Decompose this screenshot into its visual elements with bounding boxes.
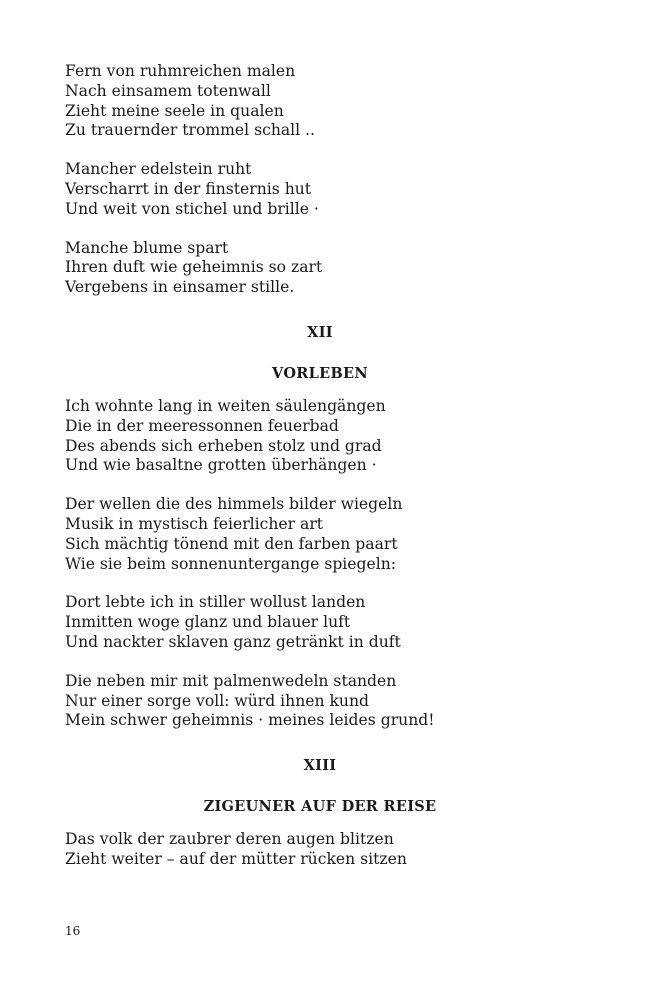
verse-line: Nur einer sorge voll: würd ihnen kund	[65, 691, 369, 710]
verse-line: Zieht weiter – auf der mütter rücken sitzen	[65, 849, 407, 868]
poem-numeral: XII	[307, 323, 333, 341]
stanza	[65, 397, 575, 476]
verse-line: Vergebens in einsamer stille.	[65, 278, 295, 297]
poem-title: ZIGEUNER AUF DER REISE	[203, 798, 437, 816]
verse-line: Die neben mir mit palmenwedeln standen	[65, 671, 397, 690]
poem-title: VORLEBEN	[272, 364, 368, 382]
verse-line: Mein schwer geheimnis · meines leides grund!	[65, 711, 435, 730]
verse-line: Und wie basaltne grotten überhängen ·	[65, 456, 377, 475]
verse-line: Ihren duft wie geheimnis so zart	[65, 258, 323, 277]
verse-line: Die in der meeressonnen feuerbad	[65, 416, 339, 435]
poem-numeral: XIII	[303, 757, 337, 775]
stanza	[65, 672, 575, 731]
verse-line: Sich mächtig tönend mit den farben paart	[65, 534, 398, 553]
poem-continuation	[65, 62, 575, 298]
verse-line: Und weit von stichel und brille ·	[65, 199, 319, 218]
verse-line: Der wellen die des himmels bilder wiegeln	[65, 495, 403, 514]
verse-line: Zieht meine seele in qualen	[65, 101, 284, 120]
verse-line: Des abends sich erheben stolz und grad	[65, 436, 382, 455]
verse-line: Manche blume spart	[65, 238, 229, 257]
verse-line: Das volk der zaubrer deren augen blitzen	[65, 830, 394, 849]
stanza	[65, 830, 575, 870]
verse-line: Dort lebte ich in stiller wollust landen	[65, 593, 366, 612]
verse-line: Inmitten woge glanz und blauer luft	[65, 613, 351, 632]
stanza	[65, 239, 575, 298]
verse-line: Zu trauernder trommel schall ..	[65, 121, 316, 140]
stanza	[65, 495, 575, 574]
page-content	[65, 62, 575, 870]
verse-line: Ich wohnte lang in weiten säulengängen	[65, 396, 386, 415]
verse-line: Wie sie beim sonnenuntergange spiegeln:	[65, 554, 397, 573]
verse-line: Musik in mystisch feierlicher art	[65, 514, 324, 533]
verse-line: Verscharrt in der finsternis hut	[65, 179, 312, 198]
verse-line: Nach einsamem totenwall	[65, 81, 271, 100]
poem-vorleben	[65, 323, 575, 731]
stanza	[65, 62, 575, 141]
poem-zigeuner	[65, 756, 575, 870]
stanza	[65, 160, 575, 219]
verse-line: Und nackter sklaven ganz getränkt in duft	[65, 632, 401, 651]
page-number: 16	[65, 924, 81, 938]
stanza	[65, 593, 575, 652]
verse-line: Mancher edelstein ruht	[65, 160, 252, 179]
verse-line: Fern von ruhmreichen malen	[65, 62, 296, 80]
